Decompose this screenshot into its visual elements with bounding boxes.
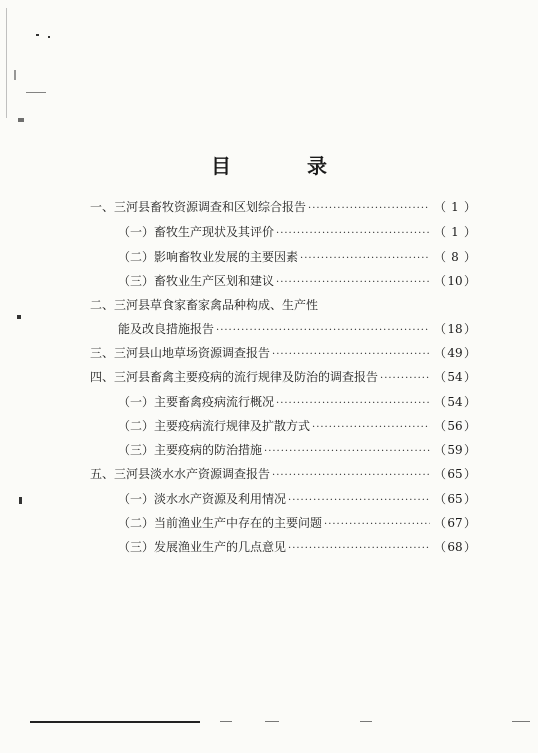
toc-entry-section-5 [90,467,478,483]
toc-entry-page: （65） [433,467,477,481]
toc-entry-label: 五、三河县淡水水产资源调查报告 [90,467,271,481]
toc-entry-label: （三）发展渔业生产的几点意见 [118,540,287,554]
page-title: 目 录 [211,154,355,178]
toc-entry-label: （二）主要疫病流行规律及扩散方式 [118,419,311,433]
leader-dots [216,324,430,338]
toc-entry-section-1 [90,200,478,216]
toc-entry-5-1 [118,492,478,508]
toc-entry-1-2 [118,250,478,266]
toc-entry-label: （一）主要畜禽疫病流行概况 [118,395,275,409]
toc-entry-1-3 [118,274,478,290]
leader-dots [312,421,430,435]
toc-entry-4-3 [118,443,478,459]
toc-entry-page: （ 1 ） [433,200,477,214]
toc-entry-label: （二）影响畜牧业发展的主要因素 [118,250,299,264]
toc-entry-page: （49） [433,346,477,360]
toc-entry-section-4 [90,370,478,386]
toc-entry-page: （67） [433,516,477,530]
toc-entry-5-3 [118,540,478,556]
toc-entry-section-2 [118,322,478,338]
toc-entry-page: （59） [433,443,477,457]
toc-entry-label: （二）当前渔业生产中存在的主要问题 [118,516,323,530]
toc-entry-label: 一、三河县畜牧资源调查和区划综合报告 [90,200,307,214]
leader-dots [288,542,430,556]
toc-entry-label: （一）畜牧生产现状及其评价 [118,225,275,239]
toc-entry-page: （ 8 ） [433,250,477,264]
leader-dots [272,348,430,362]
toc-entry-label: 能及改良措施报告 [118,322,215,336]
toc-entry-1-1 [118,225,478,241]
toc-entry-label: 四、三河县畜禽主要疫病的流行规律及防治的调查报告 [90,370,379,384]
toc-entry-section-3 [90,346,478,362]
leader-dots [308,202,430,216]
toc-entry-page: （56） [433,419,477,433]
toc-entry-page: （54） [433,395,477,409]
toc-entry-label: （三）主要疫病的防治措施 [118,443,263,457]
toc-entry-page: （68） [433,540,477,554]
leader-dots [272,469,430,483]
leader-dots [264,445,430,459]
toc-entry-page: （65） [433,492,477,506]
toc-entry-page: （54） [433,370,477,384]
toc-entry-page: （ 1 ） [433,225,477,239]
toc-entry-label: （一）淡水水产资源及利用情况 [118,492,287,506]
toc-entry-label: （三）畜牧业生产区划和建议 [118,274,275,288]
toc-entry-page: （18） [433,322,477,336]
leader-dots [380,372,430,386]
leader-dots [276,227,430,241]
leader-dots [288,494,430,508]
leader-dots [324,518,430,532]
leader-dots [276,397,430,411]
toc-entry-5-2 [118,516,478,532]
leader-dots [300,252,430,266]
toc-entry-4-1 [118,395,478,411]
toc-entry-4-2 [118,419,478,435]
toc-entry-label: 三、三河县山地草场资源调查报告 [90,346,271,360]
toc-entry-page: （10） [433,274,477,288]
toc-entry-section-2-line-1: 二、三河县草食家畜家禽品种构成、生产性 [90,298,319,312]
leader-dots [276,276,430,290]
